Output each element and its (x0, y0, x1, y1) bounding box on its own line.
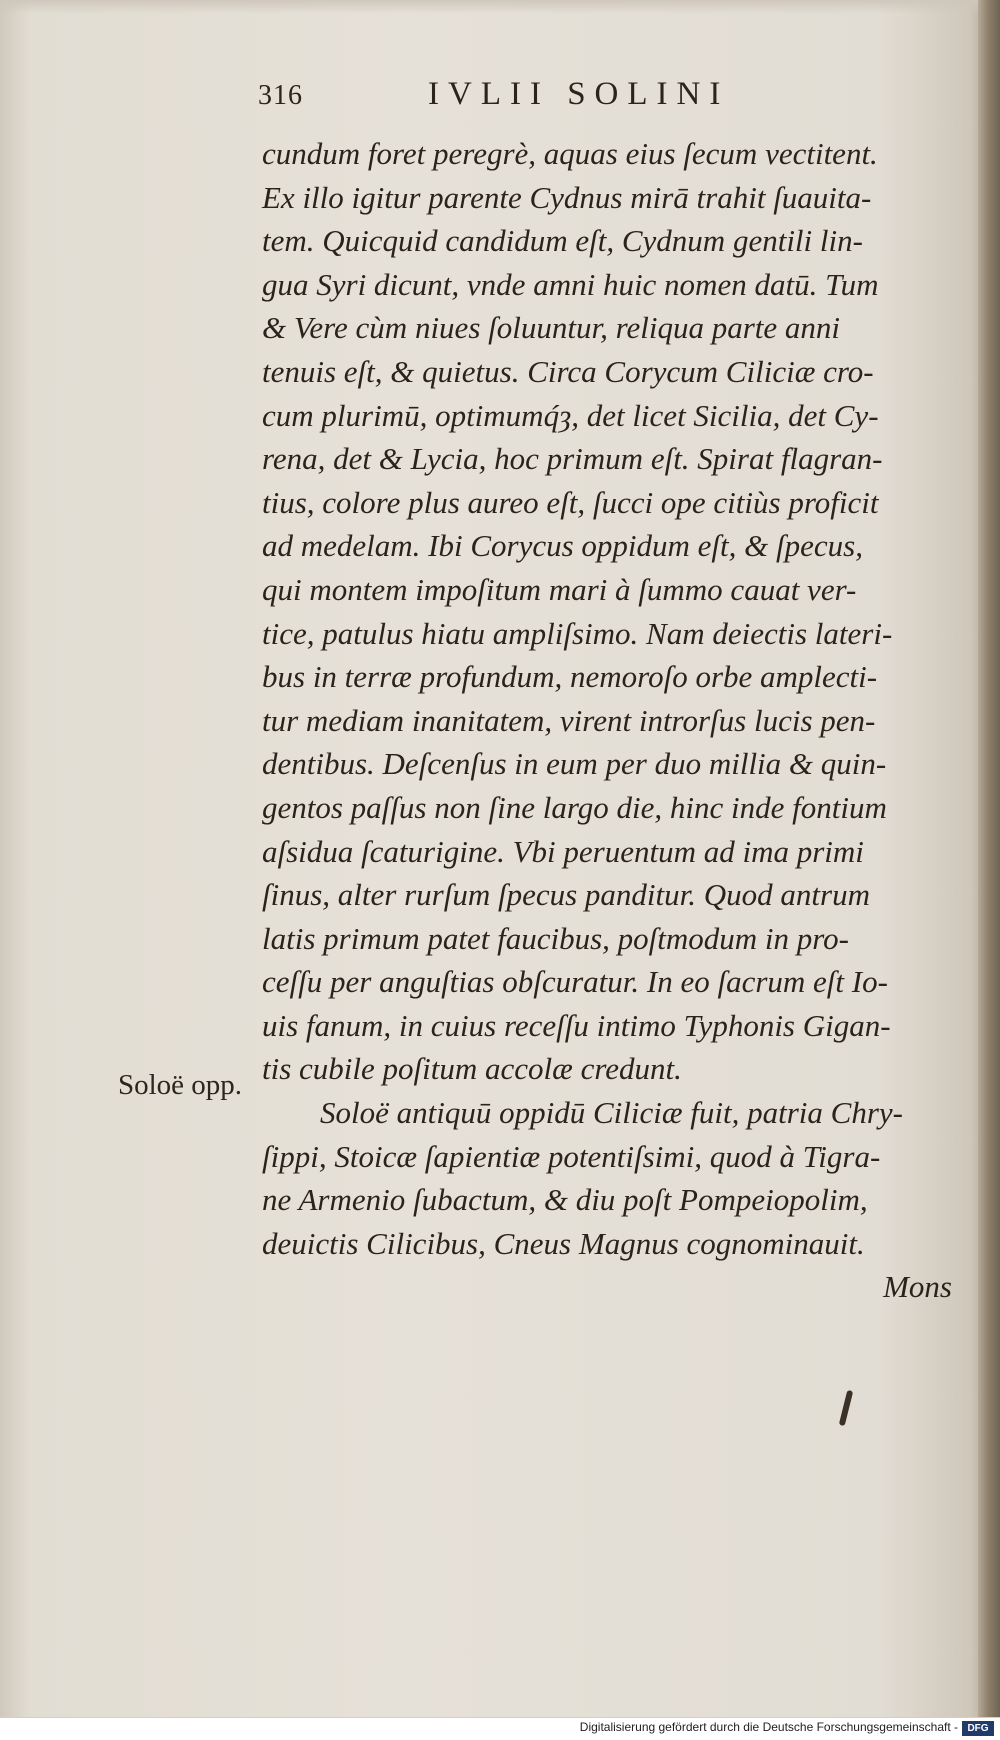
text-line: qui montem impoſitum mari à ſummo cauat ver- (262, 571, 857, 607)
page-top-shadow (0, 0, 1000, 14)
text-line: dentibus. Deſcenſus in eum per duo millia & quin- (262, 746, 887, 782)
page-number: 316 (258, 80, 303, 111)
text-line: cundum foret peregrè, aquas eius ſecum vectitent. (262, 136, 878, 171)
text-line: Soloë antiquū oppidū Ciliciæ fuit, patria Chry- (320, 1095, 903, 1131)
text-line: latis primum patet faucibus, poſtmodum in pro- (262, 920, 849, 956)
text-line: bus in terræ profundum, nemoroſo orbe amplecti- (262, 659, 878, 695)
text-line: tice, patulus hiatu ampliſsimo. Nam deiectis lateri- (262, 615, 893, 651)
text-line: gentos paſſus non ſine largo die, hinc inde fontium (262, 789, 887, 825)
running-title: IVLII SOLINI (428, 76, 730, 112)
text-line: ceſſu per anguſtias obſcuratur. In eo ſacrum eſt Io- (262, 964, 888, 1000)
text-line: deuictis Cilicibus, Cneus Magnus cognominauit. (262, 1225, 865, 1261)
page-edge (978, 0, 1000, 1740)
digitization-footer (0, 1717, 1000, 1740)
catchword: Mons (883, 1269, 952, 1305)
dfg-logo: DFG (962, 1721, 994, 1736)
text-line: uis fanum, in cuius receſſu intimo Typhonis Gigan- (262, 1007, 891, 1043)
text-line: aſsidua ſcaturigine. Vbi peruentum ad ima primi (262, 833, 864, 869)
funding-notice: Digitalisierung gefördert durch die Deutsche Forschungsgemeinschaft - (579, 1720, 958, 1734)
text-line: gua Syri dicunt, vnde amni huic nomen datū. Tum (262, 266, 879, 302)
text-line: tem. Quicquid candidum eſt, Cydnum gentili lin- (262, 223, 863, 259)
text-line: tius, colore plus aureo eſt, ſucci ope citiùs proficit (262, 484, 879, 520)
body-text (262, 132, 952, 1309)
ink-mark (839, 1390, 854, 1426)
text-line: tenuis eſt, & quietus. Circa Corycum Ciliciæ cro- (262, 353, 874, 389)
marginal-note: Soloë opp. (118, 1069, 243, 1101)
text-line: ad medelam. Ibi Corycus oppidum eſt, & ſpecus, (262, 528, 863, 564)
text-line: Ex illo igitur parente Cydnus mirā trahit ſuauita- (262, 179, 872, 215)
text-line: ſinus, alter rurſum ſpecus panditur. Quod antrum (262, 877, 870, 913)
text-line: tur mediam inanitatem, virent introrſus lucis pen- (262, 702, 876, 738)
text-line: ne Armenio ſubactum, & diu poſt Pompeiopolim, (262, 1182, 868, 1218)
text-line: rena, det & Lycia, hoc primum eſt. Spirat flagran- (262, 441, 883, 477)
text-line: ſippi, Stoicæ ſapientiæ potentiſsimi, quod à Tigra- (262, 1138, 881, 1174)
running-head (258, 76, 818, 120)
text-line: cum plurimū, optimumq́ȝ, det licet Sicilia, det Cy- (262, 397, 879, 433)
text-line: tis cubile poſitum accolæ credunt. (262, 1051, 682, 1087)
text-line: & Vere cùm niues ſoluuntur, reliqua parte anni (262, 310, 841, 346)
